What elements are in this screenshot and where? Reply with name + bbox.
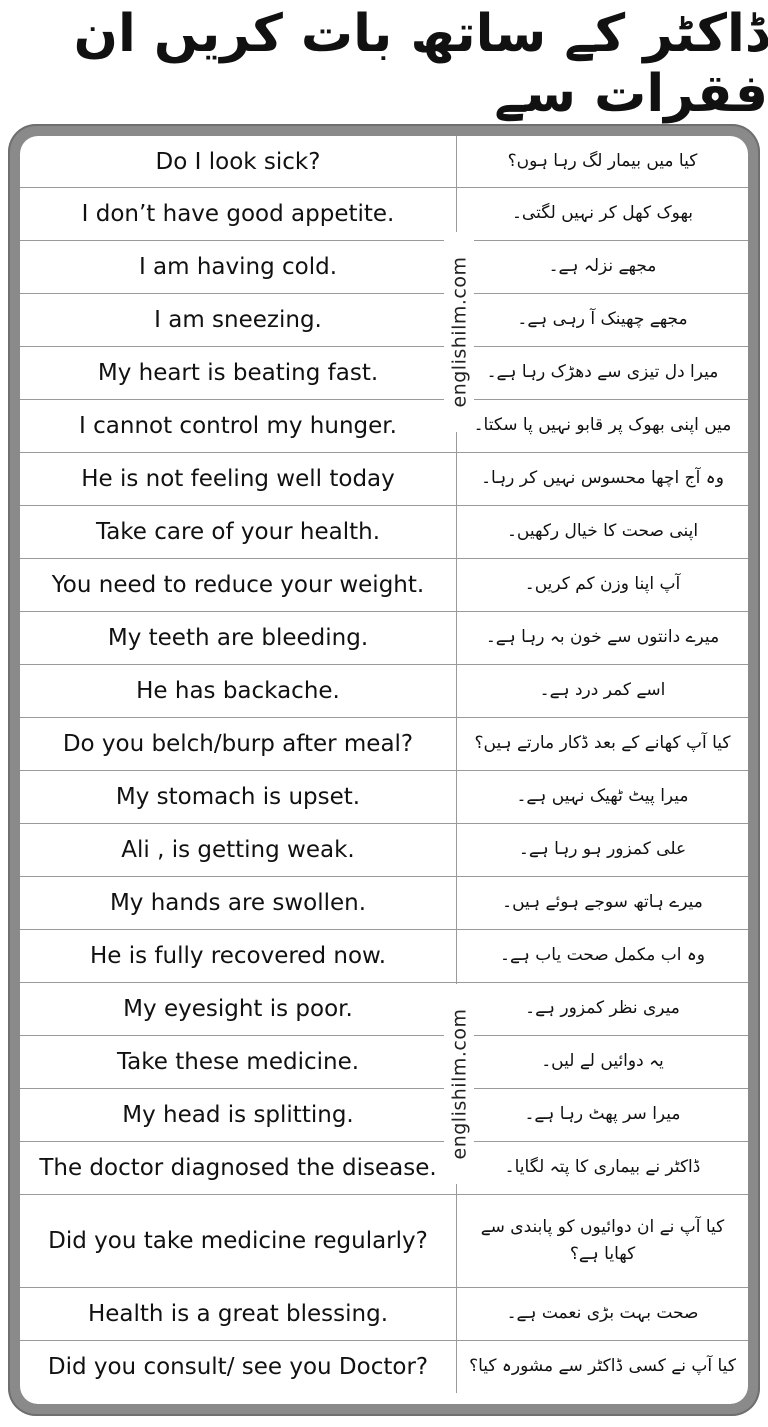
- table-row: [20, 930, 748, 983]
- table-row: [20, 877, 748, 930]
- urdu-translation: ڈاکٹر نے بیماری کا پتہ لگایا۔: [504, 1157, 701, 1178]
- english-phrase: The doctor diagnosed the disease.: [20, 1142, 457, 1194]
- english-phrase: Take care of your health.: [20, 506, 457, 558]
- urdu-translation: کیا میں بیمار لگ رہا ہوں؟: [507, 150, 698, 171]
- english-phrase: My heart is beating fast.: [20, 347, 457, 399]
- table-row: [20, 188, 748, 241]
- table-row: [20, 136, 748, 188]
- watermark-text: englishilm.com: [448, 1008, 471, 1160]
- table-row: [20, 294, 748, 347]
- urdu-translation: میں اپنی بھوک پر قابو نہیں پا سکتا۔: [473, 415, 732, 436]
- english-phrase: Take these medicine.: [20, 1036, 457, 1088]
- english-phrase: You need to reduce your weight.: [20, 559, 457, 611]
- table-row: [20, 400, 748, 453]
- table-row: [20, 453, 748, 506]
- table-row: [20, 824, 748, 877]
- table-row: [20, 612, 748, 665]
- page-title: ڈاکٹر کے ساتھ بات کریں ان فقرات سے: [73, 4, 768, 124]
- english-phrase: My stomach is upset.: [20, 771, 457, 823]
- english-phrase: He is not feeling well today: [20, 453, 457, 505]
- english-phrase: Ali , is getting weak.: [20, 824, 457, 876]
- table-row: [20, 241, 748, 294]
- table-row: [20, 983, 748, 1036]
- urdu-translation: میرا دل تیزی سے دھڑک رہا ہے۔: [486, 362, 719, 383]
- table-row: [20, 1142, 748, 1195]
- table-row: [20, 559, 748, 612]
- watermark-text: englishilm.com: [448, 256, 471, 408]
- urdu-translation: میری نظر کمزور ہے۔: [525, 998, 680, 1019]
- urdu-translation: مجھے چھینک آ رہی ہے۔: [517, 309, 688, 330]
- english-phrase: I don’t have good appetite.: [20, 188, 457, 240]
- watermark-bottom: [444, 984, 474, 1184]
- english-phrase: My eyesight is poor.: [20, 983, 457, 1035]
- english-phrase: My hands are swollen.: [20, 877, 457, 929]
- urdu-translation: کیا آپ نے کسی ڈاکٹر سے مشورہ کیا؟: [469, 1356, 736, 1377]
- phrase-rows: [20, 136, 748, 1393]
- english-phrase: Do you belch/burp after meal?: [20, 718, 457, 770]
- urdu-translation: مجھے نزلہ ہے۔: [548, 256, 657, 277]
- urdu-translation: میرا پیٹ ٹھیک نہیں ہے۔: [516, 786, 689, 807]
- urdu-translation: اپنی صحت کا خیال رکھیں۔: [506, 521, 699, 542]
- urdu-translation: بھوک کھل کر نہیں لگتی۔: [511, 203, 694, 224]
- urdu-translation: وہ اب مکمل صحت یاب ہے۔: [500, 945, 706, 966]
- urdu-translation: صحت بہت بڑی نعمت ہے۔: [506, 1303, 699, 1324]
- english-phrase: Did you take medicine regularly?: [20, 1195, 457, 1287]
- phrase-table-frame: [8, 124, 760, 1416]
- urdu-translation: آپ اپنا وزن کم کریں۔: [524, 574, 681, 595]
- table-row: [20, 347, 748, 400]
- urdu-translation: میرے دانتوں سے خون بہ رہا ہے۔: [485, 627, 720, 648]
- table-row: [20, 665, 748, 718]
- watermark-top: [444, 232, 474, 432]
- table-row: [20, 1195, 748, 1288]
- table-row: [20, 1341, 748, 1393]
- english-phrase: My head is splitting.: [20, 1089, 457, 1141]
- phrase-table: [20, 136, 748, 1404]
- english-phrase: I cannot control my hunger.: [20, 400, 457, 452]
- english-phrase: Do I look sick?: [20, 136, 457, 187]
- table-row: [20, 506, 748, 559]
- english-phrase: Health is a great blessing.: [20, 1288, 457, 1340]
- urdu-translation: کیا آپ نے ان دوائیوں کو پابندی سے کھایا ہے؟: [480, 1216, 725, 1264]
- urdu-translation: کیا آپ کھانے کے بعد ڈکار مارتے ہیں؟: [474, 733, 731, 754]
- urdu-translation: اسے کمر درد ہے۔: [539, 680, 666, 701]
- english-phrase: He has backache.: [20, 665, 457, 717]
- urdu-translation: یہ دوائیں لے لیں۔: [541, 1051, 664, 1072]
- urdu-translation: میرا سر پھٹ رہا ہے۔: [524, 1104, 681, 1125]
- urdu-translation: علی کمزور ہو رہا ہے۔: [518, 839, 687, 860]
- english-phrase: I am sneezing.: [20, 294, 457, 346]
- english-phrase: My teeth are bleeding.: [20, 612, 457, 664]
- table-row: [20, 1089, 748, 1142]
- english-phrase: He is fully recovered now.: [20, 930, 457, 982]
- urdu-translation: میرے ہاتھ سوجے ہوئے ہیں۔: [502, 892, 703, 913]
- english-phrase: I am having cold.: [20, 241, 457, 293]
- urdu-translation: وہ آج اچھا محسوس نہیں کر رہا۔: [481, 468, 724, 489]
- table-row: [20, 1036, 748, 1089]
- table-row: [20, 771, 748, 824]
- table-row: [20, 1288, 748, 1341]
- table-row: [20, 718, 748, 771]
- english-phrase: Did you consult/ see you Doctor?: [20, 1341, 457, 1393]
